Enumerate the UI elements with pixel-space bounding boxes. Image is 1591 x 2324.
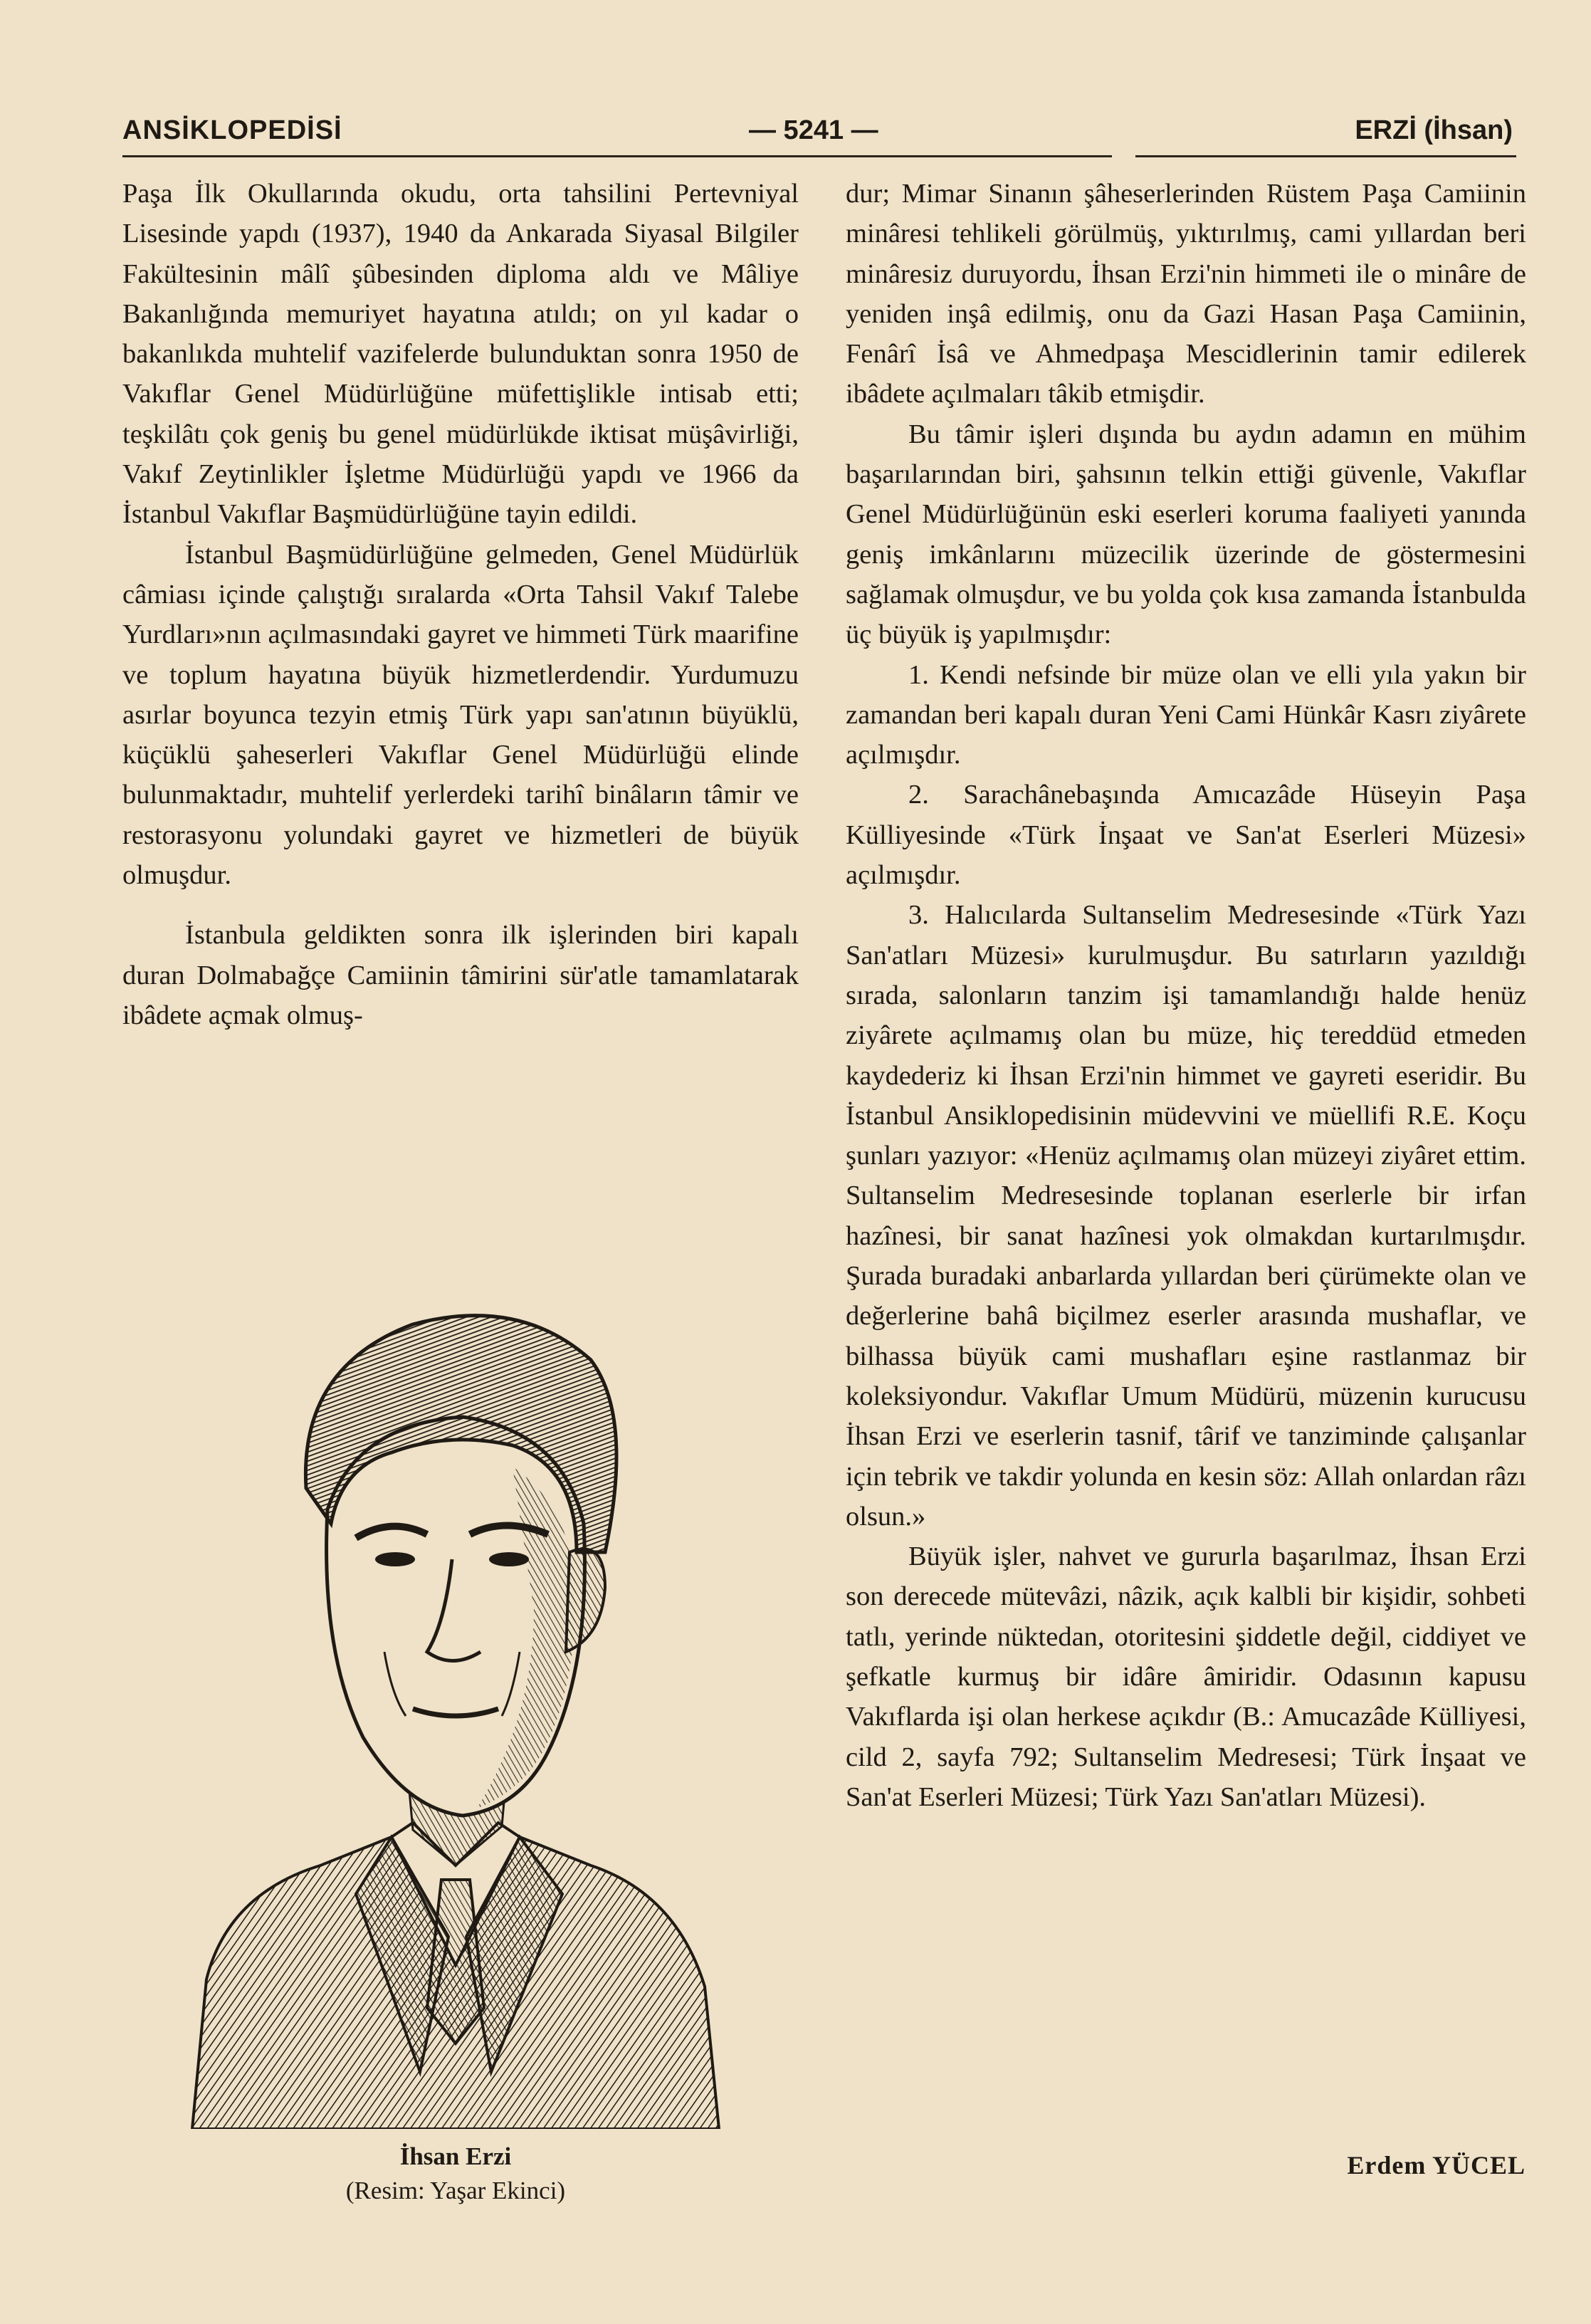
header-rule-right xyxy=(1135,155,1516,157)
page-header xyxy=(122,107,1520,150)
right-paragraph-last: Büyük işler, nahvet ve gururla başarılmaz, İhsan Erzi son derecede mütevâzi, nâzik, açık kalbli bir kişidir, sohbeti tatlı, yerinde nüktedan, otoritesini şiddetle değil, ciddiyet ve şefkatle kurmuş bir idâre âmiridir. Odasının kapusu Vakıflarda işi olan herkese açıkdır (B.: Amucazâde Külliyesi, cild 2, sayfa 792; Sultanselim Medresesi; Türk İnşaat ve San'at Eserleri Müzesi; Türk Yazı San'atları Müzesi). xyxy=(846,1542,1526,1812)
right-list-item-2: 2. Sarachânebaşında Amıcazâde Hüseyin Paşa Külliyesinde «Türk İnşaat ve San'at Eserleri Müzesi» açılmışdır. xyxy=(846,780,1526,891)
left-paragraph-1: Paşa İlk Okullarında okudu, orta tahsilini Pertevniyal Lisesinde yapdı (1937), 1940 da Ankarada Siyasal Bilgiler Fakültesinin mâlî şûbesinden diploma aldı ve Mâliye Bakanlığında memuriyet hayatına atıldı; on yıl kadar o bakanlıkda muhtelif vazifelerde bulunduktan sonra 1950 de Vakıflar Genel Müdürlüğüne müfettişlikle intisab etti; teşkilâtı çok geniş bu genel müdürlükde iktisat müşâvirliği, Vakıf Zeytinlikler İşletme Müdürlüğü yapdı ve 1966 da İstanbul Vakıflar Başmüdürlüğüne tayin edildi. xyxy=(122,179,799,530)
header-encyclopedia-title: ANSİKLOPEDİSİ xyxy=(122,115,342,145)
portrait-caption-credit: (Resim: Yaşar Ekinci) xyxy=(345,2177,566,2204)
author-signature: Erdem YÜCEL xyxy=(1347,2151,1526,2179)
portrait-caption xyxy=(206,2140,705,2208)
right-column xyxy=(846,174,1526,1817)
right-list-item-3: 3. Halıcılarda Sultanselim Medresesinde «Türk Yazı San'atları Müzesi» kurulmuşdur. Bu satırların yazıldığı sırada, salonların tanzim işi tamamlandığı halde henüz ziyârete açılmamış olan bu müze, hiç tereddüd etmeden kaydederiz ki İhsan Erzi'nin himmet ve gayreti eseridir. Bu İstanbul Ansiklopedisinin müdevvini ve müellifi R.E. Koçu şunları yazıyor: «Henüz açılmamış olan müzeyi ziyâret ettim. Sultanselim Medresesinde toplanan eserlerle bir irfan hazînesi, bir sanat hazînesi yok olmakdan kurtarılmışdır. Şurada buradaki anbarlarda yıllardan beri çürümekte olan ve değerlerine bahâ biçilmez eserler arasında mushaflar, ve bilhassa büyük cami mushafları eşine rastlanmaz bir koleksiyondur. Vakıflar Umum Müdürü, müzenin kurucusu İhsan Erzi ve eserlerin tasnif, târif ve tanziminde çalışanlar için tebrik ve takdir yolunda en kesin söz: Allah onlardan râzı olsun.» xyxy=(846,900,1526,1532)
page-number: — 5241 — xyxy=(749,115,878,145)
left-paragraph-2: İstanbul Başmüdürlüğüne gelmeden, Genel Müdürlük câmiası içinde çalıştığı sıralarda «Orta Tahsil Vakıf Talebe Yurdları»nın açılmasındaki gayret ve himmeti Türk maarifine ve toplum hayatına büyük hizmetlerdendir. Yurdumuzu asırlar boyunca tezyin etmiş Türk yapı san'atının büyüklü, küçüklü şaheserleri Vakıflar Genel Müdürlüğü elinde bulunmaktadır, muhtelif yerlerdeki tarihî binâların tâmir ve restorasyonu yolundaki gayret ve hizmetleri de büyük olmuşdur. xyxy=(122,539,799,891)
header-rule-left xyxy=(122,155,1112,157)
right-list-item-1: 1. Kendi nefsinde bir müze olan ve elli yıla yakın bir zamandan beri kapalı duran Yeni Cami Hünkâr Kasrı ziyârete açılmışdır. xyxy=(846,659,1526,770)
right-paragraph-2: Bu tâmir işleri dışında bu aydın adamın en mühim başarılarından biri, şahsının telkin ettiği güvenle, Vakıflar Genel Müdürlüğünün eski eserleri koruma faaliyeti yanında geniş imkânlarını müzecilik üzerinde de göstermesini sağlamak olmuşdur, ve bu yolda çok kısa zamanda İstanbulda üç büyük iş yapılmışdır: xyxy=(846,419,1526,650)
header-entry-title: ERZİ (İhsan) xyxy=(1355,115,1513,145)
portrait-caption-name: İhsan Erzi xyxy=(399,2142,512,2170)
left-paragraph-3: İstanbula geldikten sonra ilk işlerinden biri kapalı duran Dolmabağçe Camiinin tâmirini sür'atle tamamlatarak ibâdete açmak olmuş- xyxy=(122,920,799,1030)
right-paragraph-1: dur; Mimar Sinanın şâheserlerinden Rüstem Paşa Camiinin minâresi tehlikeli görülmüş, yıktırılmış, cami yıllardan beri minâresiz duruyordu, İhsan Erzi'nin himmeti ile o minâre de yeniden inşâ edilmiş, onu da Gazi Hasan Paşa Camiinin, Fenârî İsâ ve Ahmedpaşa Mescidlerinin tamir edilerek ibâdete açılmaları tâkib etmişdir. xyxy=(846,179,1526,409)
left-column xyxy=(122,174,799,1035)
portrait-engraving xyxy=(178,1253,733,2129)
